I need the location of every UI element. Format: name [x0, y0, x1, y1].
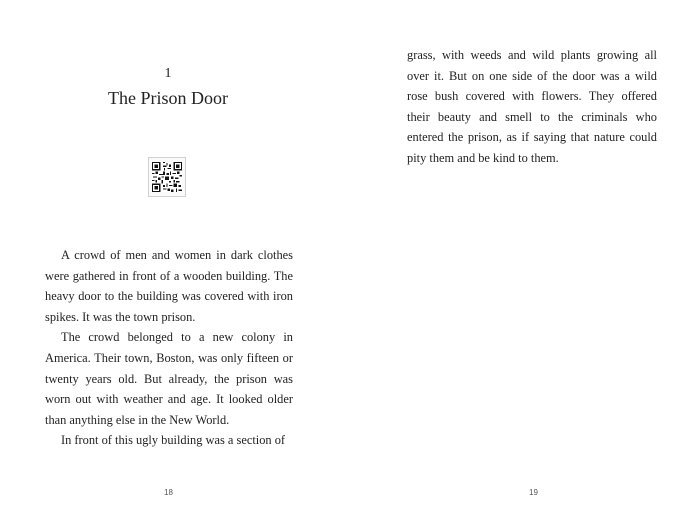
- paragraph: The crowd belonged to a new colony in America. Their town, Boston, was only fifteen or twenty years old. But already, the prison was worn out with weather and age. It looked older than anything else in the New World.: [45, 330, 293, 427]
- chapter-number: 1: [164, 66, 172, 81]
- left-body-text: [45, 245, 293, 451]
- chapter-title: The Prison Door: [108, 88, 228, 108]
- paragraph: A crowd of men and women in dark clothes were gathered in front of a wooden building. The heavy door to the building was covered with iron spikes. It was the town prison.: [45, 248, 293, 324]
- paragraph: In front of this ugly building was a section of: [61, 433, 286, 448]
- page-number-right: 19: [529, 488, 538, 497]
- page-number-left: 18: [164, 488, 173, 497]
- right-body-text: [407, 45, 657, 169]
- right-page: [350, 0, 700, 518]
- qr-code-icon[interactable]: [148, 157, 186, 197]
- paragraph: grass, with weeds and wild plants growing all over it. But on one side of the door was a wild rose bush covered with flowers. They offered their beauty and smell to the criminals who entered the prison, as if saying that nature could pity them and be kind to them.: [407, 48, 657, 165]
